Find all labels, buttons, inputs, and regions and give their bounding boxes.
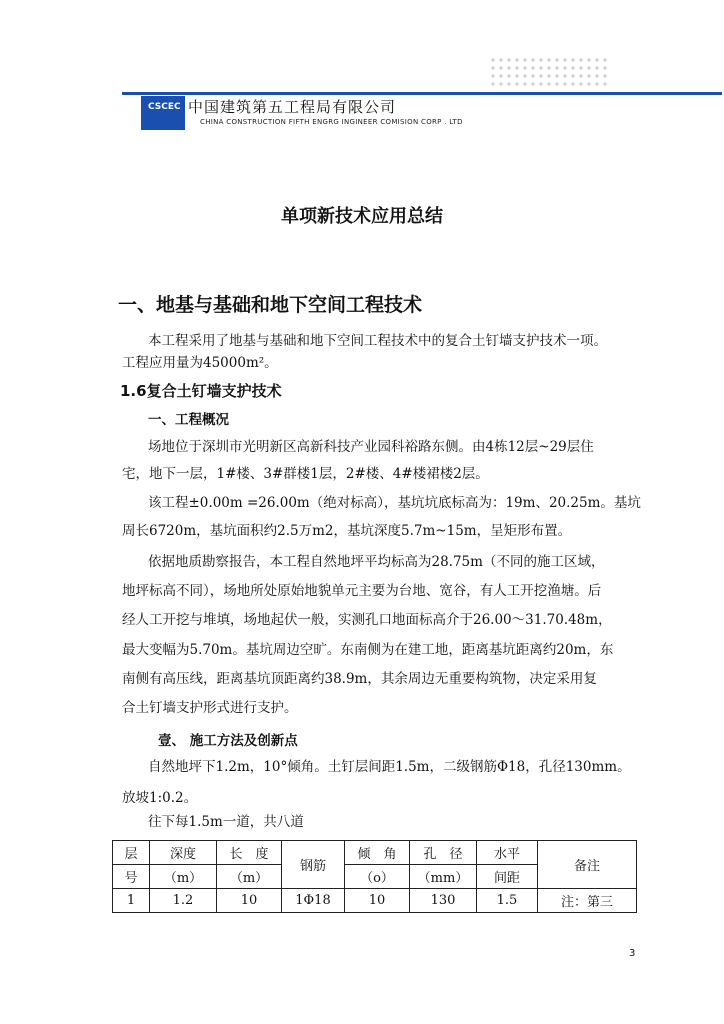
header-length-unit: （m）: [217, 865, 282, 889]
header-length: 长 度: [217, 841, 282, 865]
para3-line1: 依据地质勘察报告，本工程自然地坪平均标高为28.75m（不同的施工区域，: [148, 554, 605, 570]
company-name-en: CHINA CONSTRUCTION FIFTH ENGRG INGINEER COMISION CORP . LTD: [200, 118, 463, 126]
para2-line1: 该工程±0.00m =26.00m（绝对标高），基坑坑底标高为：19m、20.25m。基坑: [148, 495, 641, 511]
cell-remarks: 注：第三: [538, 889, 637, 913]
section-heading-1: 一、地基与基础和地下空间工程技术: [118, 294, 423, 316]
header-decorative-dots: [489, 56, 607, 86]
header-angle: 倾 角: [345, 841, 410, 865]
para1-line1: 场地位于深圳市光明新区高新科技产业园科裕路东侧。由4栋12层~29层住: [148, 439, 594, 455]
cell-layer: 1: [113, 889, 150, 913]
para3-line3: 经人工开挖与堆填，场地起伏一般，实测孔口地面标高介于26.00～31.70.48m，: [122, 612, 612, 628]
intro-line-1: 本工程采用了地基与基础和地下空间工程技术中的复合土钉墙支护技术一项。: [148, 333, 607, 349]
header-remarks: 备注: [538, 841, 637, 889]
logo-text: CSCEC: [148, 102, 181, 112]
method-heading: 壹、 施工方法及创新点: [158, 733, 298, 749]
method-line3: 往下每1.5m一道，共八道: [148, 814, 304, 830]
method-line1: 自然地坪下1.2m，10°倾角。土钉层间距1.5m，二级钢筋Φ18，孔径130mm。: [148, 759, 631, 775]
document-title: 单项新技术应用总结: [281, 206, 443, 227]
para3-line2: 地坪标高不同），场地所处原始地貌单元主要为台地、宽谷，有人工开挖渔塘。后: [122, 583, 602, 599]
table-row: [113, 889, 637, 913]
para3-line5: 南侧有高压线，距离基坑顶距离约38.9m，其余周边无重要构筑物，决定采用复: [122, 671, 597, 687]
subsection-heading-1-6: 1.6复合土钉墙支护技术: [120, 382, 282, 400]
header-rebar: 钢筋: [282, 841, 345, 889]
header-rule: [122, 92, 722, 95]
cell-diameter: 130: [410, 889, 477, 913]
header-diameter-unit: （mm）: [410, 865, 477, 889]
header-spacing: 间距: [477, 865, 538, 889]
cell-spacing: 1.5: [477, 889, 538, 913]
intro-line-2: 工程应用量为45000m²。: [122, 355, 278, 371]
header-number: 号: [113, 865, 150, 889]
para2-line2: 周长6720m，基坑面积约2.5万m2，基坑深度5.7m~15m，呈矩形布置。: [122, 523, 572, 539]
header-layer: 层: [113, 841, 150, 865]
para1-line2: 宅，地下一层，1#楼、3#群楼1层，2#楼、4#楼裙楼2层。: [122, 466, 489, 482]
para3-line4: 最大变幅为5.70m。基坑周边空旷。东南侧为在建工地，距离基坑距离约20m，东: [122, 642, 614, 658]
cell-depth: 1.2: [150, 889, 217, 913]
cell-length: 10: [217, 889, 282, 913]
company-name-cn: 中国建筑第五工程局有限公司: [188, 98, 397, 116]
page-number: 3: [629, 948, 636, 959]
header-depth: 深度: [150, 841, 217, 865]
company-logo: [141, 96, 185, 130]
header-angle-unit: （o）: [345, 865, 410, 889]
header-depth-unit: （m）: [150, 865, 217, 889]
para3-line6: 合土钉墙支护形式进行支护。: [122, 700, 298, 716]
soil-nail-parameter-table: [112, 840, 637, 913]
header-diameter: 孔 径: [410, 841, 477, 865]
method-line2: 放坡1:0.2。: [122, 790, 198, 806]
cell-angle: 10: [345, 889, 410, 913]
overview-heading: 一、工程概况: [148, 412, 229, 428]
header-horizontal: 水平: [477, 841, 538, 865]
cell-rebar: 1Φ18: [282, 889, 345, 913]
table-header-row-top: [113, 841, 637, 865]
